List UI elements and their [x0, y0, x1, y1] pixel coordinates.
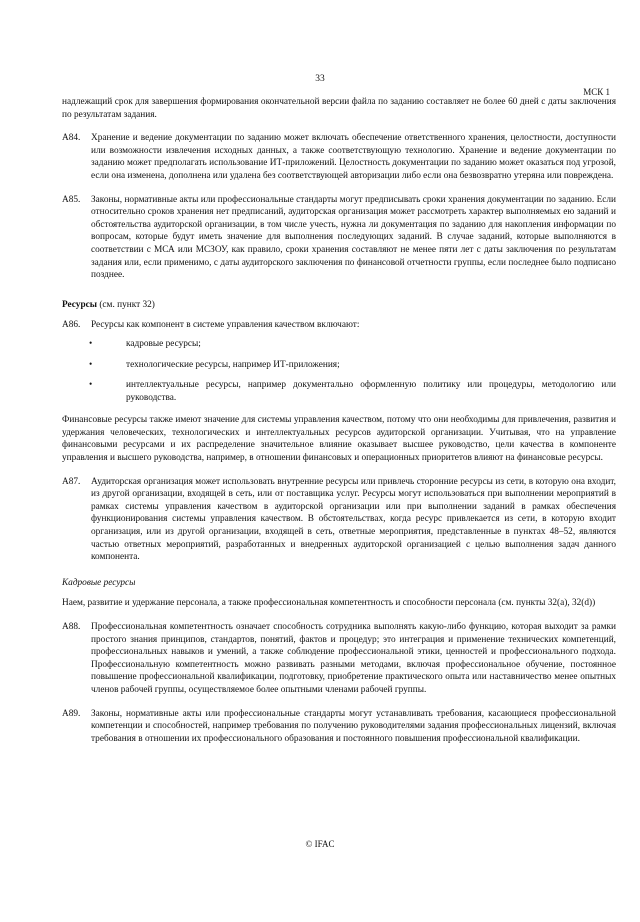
paragraph-number: А88.	[62, 622, 81, 632]
subsection-heading: Кадровые ресурсы	[62, 577, 136, 588]
paragraph-text: Аудиторская организация может использовать внутренние ресурсы или привлечь сторонние ресурсы из сети, в которую она входит, из другой организации, входящей в сеть, или от поставщика услуг. Ресурсы могут использоваться при выполнении мероприятий в рамках системы управления качеством в аудиторской организации или при выполнении заданий в рамках обеспечения функционирования системы управления качеством. В обстоятельствах, когда ресурс привлекается из сети, в которую входит организация, или из другой организации, входящей в сеть, ответные мероприятия, представленные в пунктах 48–52, являются частью ответных мероприятий, разработанных и внедренных аудиторской организацией с целью выполнения задач данного компонента.	[91, 476, 616, 563]
paragraph-number: А85.	[62, 194, 81, 205]
subsection-intro: Наем, развитие и удержание персонала, а также профессиональная компетентность и способности персонала (см. пункты 32(a), 32(d))	[62, 598, 596, 609]
paragraph-text: Хранение и ведение документации по заданию может включать обеспечение ответственного хранения, целостности, доступности или возможности извлечения исходных данных, а также соответствующую технологию. Хранение и ведение документации по заданию может предполагать использование ИТ-приложений. Целостность документации по заданию может оказаться под угрозой, если она изменена, дополнена или удалена без соответствующей авторизации либо если она безвозвратно утеряна или повреждена.	[91, 133, 616, 181]
page-content	[62, 96, 616, 745]
paragraph-a85	[62, 194, 616, 282]
paragraph-number: А89.	[62, 708, 81, 719]
paragraph-text: Законы, нормативные акты или профессиональные стандарты могут предписывать сроки хранения документации по заданию. Если относительно сроков хранения нет предписаний, аудиторская организация может рассмотреть характер выполняемых ею заданий и обстоятельства аудиторской организации, в том числе учесть, нужна ли документация по заданию для накопления информации по вопросам, которые будут иметь значение для выполнения последующих заданий. В случае заданий, которые выполняются в соответствии с МСА или МСЗОУ, как правило, сроки хранения составляют не менее пяти лет с даты заключения по результатам задания или, если применимо, с даты аудиторского заключения по финансовой отчетности группы, если последнее было подписано позднее.	[91, 194, 616, 281]
paragraph-a84	[62, 132, 616, 182]
paragraph-a89	[62, 708, 616, 746]
paragraph-text: Профессиональная компетентность означает способность сотрудника выполнять какую-либо функцию, которая выходит за рамки простого знания принципов, стандартов, понятий, фактов и процедур; это интеграция и применение технических компетенций, профессиональных навыков и умений, а также соблюдение профессиональной этики, ценностей и профессионального подхода. Профессиональную компетентность можно развивать разными методами, включая профессиональное обучение, постоянное повышение профессиональной квалификации, подготовку, приобретение практического опыта или наставничество менее опытных членов рабочей группы, осуществляемое более опытными членами рабочей группы.	[91, 622, 616, 695]
paragraph-number: А86.	[62, 320, 81, 331]
page-number: 33	[315, 74, 325, 84]
paragraph-number: А84.	[62, 133, 81, 144]
paragraph-text: Законы, нормативные акты или профессиональные стандарты могут устанавливать требования, касающиеся профессиональной компетенции и способностей, например требования по получению руководителями задания профессиональных лицензий, включая требования в отношении их профессионального образования и постоянного повышения профессиональной квалификации.	[91, 708, 616, 744]
resources-bullet-list	[62, 338, 616, 404]
footer-copyright: © IFAC	[305, 839, 335, 849]
list-item: • кадровые ресурсы;	[126, 338, 616, 351]
standard-code: МСК 1	[583, 87, 610, 97]
list-item: • интеллектуальные ресурсы, например документально оформленную политику или процедуры, методологию или руководства.	[126, 379, 616, 404]
paragraph-text: Ресурсы как компонент в системе управления качеством включают:	[91, 320, 360, 331]
paragraph-a88	[62, 621, 616, 697]
paragraph-body	[91, 319, 616, 332]
paragraph-number: А87.	[62, 476, 81, 487]
paragraph-a87	[62, 476, 616, 564]
continuation-text: надлежащий срок для завершения формирования окончательной версии файла по заданию составляет не более 60 дней с даты заключения по результатам задания.	[62, 97, 616, 120]
section-heading-resources	[62, 299, 616, 312]
heading-reference: (см. пункт 32)	[97, 299, 155, 310]
paragraph-text: Финансовые ресурсы также имеют значение для системы управления качеством, потому что они необходимы для привлечения, развития и удержания человеческих, технологических и интеллектуальных ресурсов аудиторской организации. Учитывая, что на управление финансовыми ресурсами и их распределение значительное влияние оказывает высшее руководство, цели качества в компоненте управления и высшего руководства, например, в отношении финансовых и операционных приоритетов влияют на финансовые ресурсы.	[62, 415, 616, 464]
paragraph-a86	[62, 319, 616, 332]
list-item: • технологические ресурсы, например ИТ-приложения;	[126, 359, 616, 372]
heading-title: Ресурсы	[62, 299, 98, 310]
